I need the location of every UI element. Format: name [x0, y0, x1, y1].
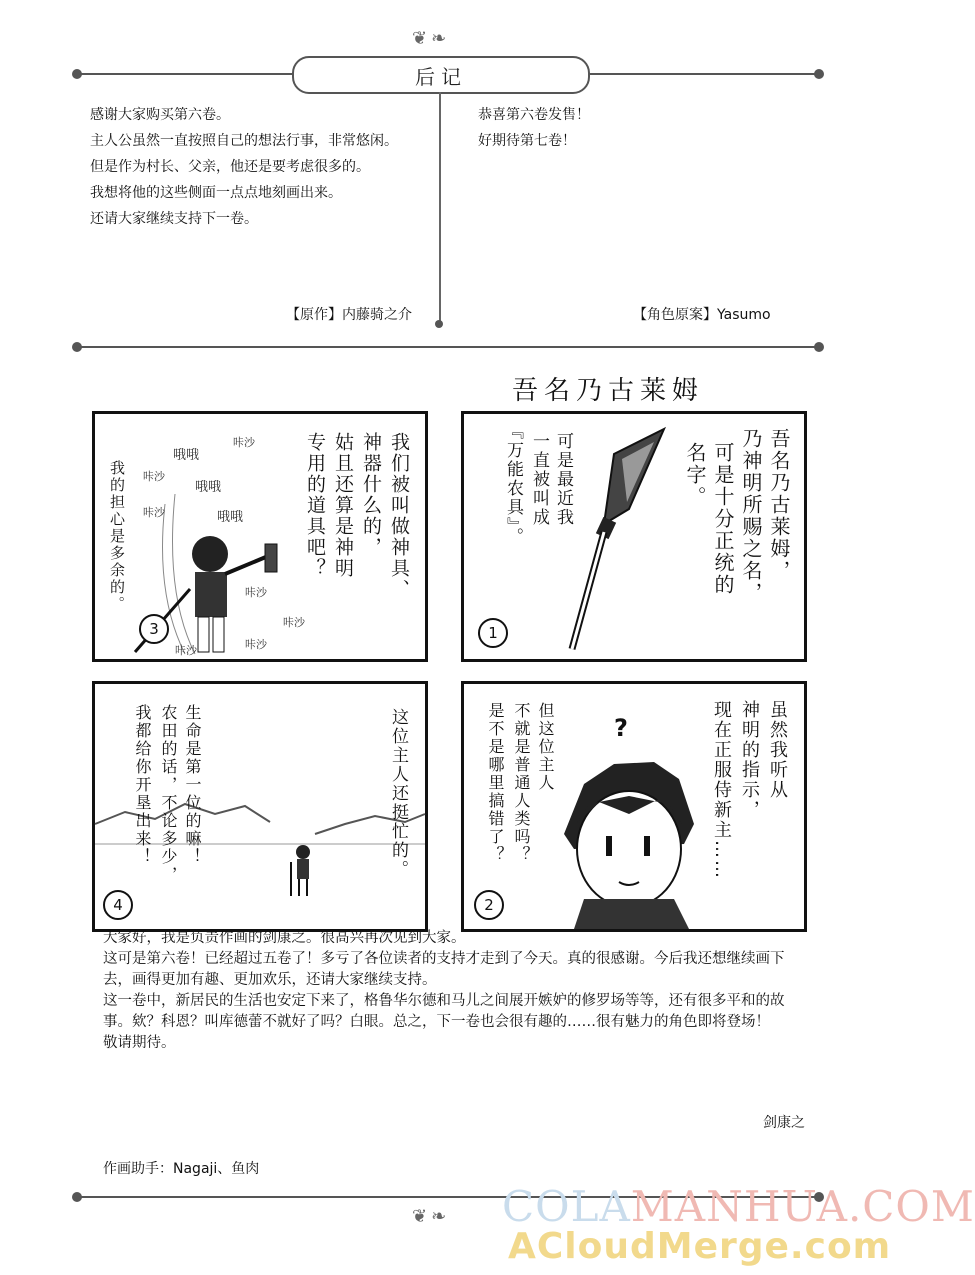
right-line: 好期待第七卷！ [478, 133, 576, 149]
character-design-credit: 【角色原案】Yasumo [633, 307, 771, 323]
panel-number: 3 [139, 614, 169, 644]
comic-panel-2 [461, 681, 807, 932]
rule-end-dot-icon [814, 342, 824, 352]
left-line: 主人公虽然一直按照自己的想法行事，非常悠闲。 [90, 133, 398, 149]
left-line: 但是作为村长、父亲，他还是要考虑很多的。 [90, 159, 370, 175]
watermark-acloudmerge: ACloudMerge.com [508, 1226, 892, 1267]
bottom-ornament-icon: ❦❧ [412, 1206, 451, 1227]
panel1-text: 名字。 [683, 442, 707, 508]
panel1-text: 一直被叫成 [529, 432, 549, 527]
panel4-text: 这位主人还挺忙的。 [388, 708, 408, 879]
header-rule-left [78, 73, 292, 75]
afterword-line: 大家好，我是负责作画的剑康之。很高兴再次见到大家。 [103, 930, 466, 946]
panel2-text: 但这位主人 [536, 702, 555, 792]
comic-panel-3 [92, 411, 428, 662]
top-ornament-icon: ❦❧ [412, 28, 451, 49]
panel1-text: 可是十分正统的 [711, 442, 735, 596]
right-column-text [478, 102, 808, 154]
watermark-part: COLA [502, 1182, 631, 1231]
left-line: 还请大家继续支持下一卷。 [90, 211, 258, 227]
watermark-colamanhua [502, 1182, 975, 1231]
header-rule-right [586, 73, 818, 75]
afterword-line: 这一卷中，新居民的生活也安定下来了，格鲁华尔德和马儿之间展开嫉妒的修罗场等等，还有很多平和的故事。欸？科恩？叫库德蕾不就好了吗？白眼。总之，下一卷也会很有趣的……很有魅力的角色即将登场！ [103, 993, 785, 1030]
comic-panel-1 [461, 411, 807, 662]
comic-panel-4 [92, 681, 428, 932]
afterword-line: 敬请期待。 [103, 1035, 176, 1051]
section-rule [78, 346, 818, 348]
rule-end-dot-icon [72, 69, 82, 79]
right-line: 恭喜第六卷发售！ [478, 107, 590, 123]
rule-end-dot-icon [72, 1192, 82, 1202]
artist-signature: 剑康之 [763, 1115, 805, 1131]
page-title: 后记 [292, 56, 590, 94]
panel3-text: 专用的道具吧？ [304, 432, 326, 579]
panel3-text: 我的担心是多余的。 [108, 460, 126, 613]
panel1-text: 可是最近我 [553, 432, 573, 527]
panel2-text: 神明的指示， [739, 700, 760, 820]
sound-effect: 哦哦 [195, 480, 222, 495]
panel3-text: 我们被叫做神具、 [388, 432, 410, 600]
sound-effect: 咔沙 [245, 638, 267, 651]
panel4-text: 生命是第一位的嘛！ [183, 704, 202, 866]
divider-end-dot-icon [435, 320, 443, 328]
panel-number: 1 [478, 618, 508, 648]
comic-title: 吾名乃古莱姆 [512, 376, 705, 406]
sound-effect: 咔沙 [143, 470, 165, 483]
assistant-credit: 作画助手：Nagaji、鱼肉 [103, 1161, 260, 1177]
panel2-text: 现在正服侍新主…… [711, 700, 732, 880]
column-divider [439, 92, 441, 322]
sound-effect: 咔沙 [143, 506, 165, 519]
sound-effect: 咔沙 [245, 586, 267, 599]
panel2-text: 不就是普通人类吗？ [512, 702, 531, 864]
left-line: 感谢大家购买第六卷。 [90, 107, 230, 123]
panel-number: 2 [474, 890, 504, 920]
original-author-credit: 【原作】内藤骑之介 [286, 307, 412, 323]
rule-end-dot-icon [814, 69, 824, 79]
sound-effect: 咔沙 [175, 644, 197, 657]
sound-effect: 咔沙 [233, 436, 255, 449]
left-line: 我想将他的这些侧面一点点地刻画出来。 [90, 185, 342, 201]
sound-effect: 咔沙 [283, 616, 305, 629]
artist-afterword [103, 928, 813, 1054]
panel1-text: 乃神明所赐之名， [739, 428, 763, 604]
panel2-text: 是不是哪里搞错了？ [486, 702, 505, 864]
question-mark: ? [614, 714, 628, 742]
panel1-text: 『万能农具』。 [503, 422, 523, 547]
panel-number: 4 [103, 890, 133, 920]
panel4-text: 农田的话，不论多少， [159, 704, 178, 884]
sound-effect: 哦哦 [217, 510, 244, 525]
watermark-part: MANHUA.COM [630, 1182, 975, 1231]
panel3-text: 神器什么的， [360, 432, 382, 558]
panel3-text: 姑且还算是神明 [332, 432, 354, 579]
panel2-text: 虽然我听从 [767, 700, 788, 800]
left-column-text [90, 102, 435, 232]
panel1-text: 吾名乃古莱姆， [767, 428, 791, 582]
sound-effect: 哦哦 [173, 448, 200, 463]
rule-end-dot-icon [72, 342, 82, 352]
panel4-text: 我都给你开垦出来！ [133, 704, 152, 866]
afterword-line: 这可是第六卷！已经超过五卷了！多亏了各位读者的支持才走到了今天。真的很感谢。今后我还想继续画下去，画得更加有趣、更加欢乐，还请大家继续支持。 [103, 951, 785, 988]
